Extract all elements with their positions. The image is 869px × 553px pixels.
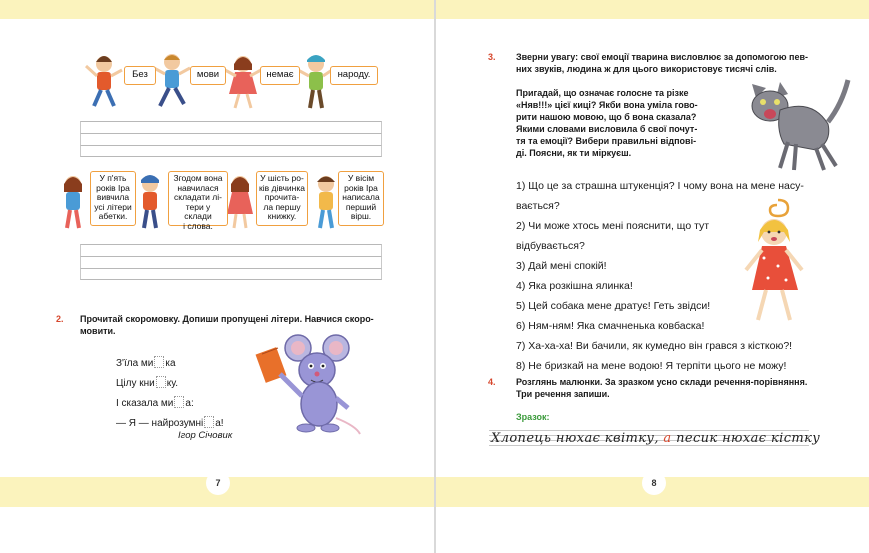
writing-lines-1[interactable] (80, 121, 382, 157)
answer-option[interactable]: 3) Дай мені спокій! (516, 260, 607, 272)
story-bubble-1-line: років Іра (96, 182, 130, 193)
page-number: 8 (651, 478, 657, 488)
letter-gap[interactable] (154, 356, 164, 368)
task-3-intro-line: них звуків, людина ж для цього використовує тисячі слів. (516, 64, 777, 74)
verse-text: ка (165, 358, 176, 369)
girl-illustration (738, 196, 818, 326)
tongue-twister (116, 354, 224, 434)
answer-option[interactable]: 4) Яка розкішна ялинка! (516, 280, 633, 292)
task-2-instruction-line: мовити. (80, 326, 116, 336)
task-3-question-line: «Няв!!!» цієї киці? Якби вона уміла гово- (516, 100, 698, 110)
verse-text: ку. (166, 378, 178, 389)
story-bubble-1-line: У п'ять (99, 173, 127, 183)
task-3-question-line: ді. Поясни, як ти міркуєш. (516, 148, 632, 158)
task-2-number: 2. (56, 314, 64, 324)
answer-option: відбувається? (516, 240, 585, 252)
letter-gap[interactable] (156, 376, 166, 388)
writing-lines-2[interactable] (80, 244, 382, 280)
story-bubble-1 (90, 171, 136, 226)
verse-text: а! (215, 418, 224, 429)
story-bubble-1-line: вивчила (96, 192, 130, 203)
verse-text: І сказала ми (116, 398, 174, 409)
sample-label: Зразок: (516, 412, 550, 422)
task-3-question-line: Якими словами висловила б свої почут- (516, 124, 698, 134)
story-bubble-4-line: У вісім (347, 173, 375, 183)
task-3-intro (516, 51, 856, 75)
task-3-question-line: Пригадай, що означає голосне та різке (516, 88, 689, 98)
story-bubble-4-line: років Іра (344, 182, 378, 193)
answer-option[interactable]: 2) Чи може хтось мені пояснити, що тут (516, 220, 710, 232)
task-3-question-line: тя та емоції? Вибери правильні відпові- (516, 136, 697, 146)
story-bubble-3-line: прочита- (264, 192, 300, 203)
story-bubble-2-line: Згодом вона (173, 173, 223, 183)
sample-conjunction: а (658, 431, 677, 446)
proverb-word-2: мови (190, 66, 226, 85)
proverb-word-4: народу. (330, 66, 378, 85)
sample-part-1: Хлопець нюхає квітку, (491, 431, 659, 446)
story-bubble-4-line: перший (345, 201, 377, 212)
task-4-number: 4. (488, 377, 496, 387)
top-band (436, 0, 869, 19)
answer-option[interactable]: 1) Що це за страшна штукенція? І чому вона на мене насу- (516, 180, 804, 192)
left-page (0, 0, 434, 553)
story-bubble-1-line: усі літери (94, 201, 132, 212)
answer-option[interactable]: 8) Не бризкай на мене водою! Я терпіти цього не можу! (516, 360, 787, 372)
answer-option: вається? (516, 200, 560, 212)
story-bubble-3-line: ків дівчинка (259, 182, 305, 193)
story-bubble-3-line: книжку. (267, 211, 297, 222)
task-3-number: 3. (488, 52, 496, 62)
verse-line (116, 374, 224, 394)
verse-line (116, 354, 224, 374)
story-bubble-4-line: написала (342, 192, 380, 203)
proverb-word-1: Без (124, 66, 156, 85)
story-bubble-1-line: абетки. (98, 211, 128, 222)
story-bubble-3-line: У шість ро- (260, 173, 304, 183)
cursive-sample-sentence (491, 431, 820, 446)
verse-text: Цілу кни (116, 378, 155, 389)
verse-text: а: (185, 398, 194, 409)
story-bubble-2 (168, 171, 228, 231)
answer-option[interactable]: 6) Ням-ням! Яка смачненька ковбаска! (516, 320, 705, 332)
mouse-illustration (256, 338, 366, 438)
story-bubble-2-line: тери у склади (184, 201, 212, 222)
cat-illustration (732, 74, 852, 174)
letter-gap[interactable] (204, 416, 214, 428)
task-4-instruction-line: Три речення запиши. (516, 389, 610, 399)
verse-text: З'їла ми (116, 358, 154, 369)
verse-text: — Я — найрозумні (116, 418, 204, 429)
task-2-instruction (80, 313, 390, 337)
story-bubble-4 (338, 171, 384, 226)
task-3-question-line: рити нашою мовою, що б вона сказала? (516, 112, 697, 122)
task-4-instruction (516, 376, 856, 400)
task-3-intro-line: Зверни увагу: свої емоції тварина висловлює за допомогою пев- (516, 52, 808, 62)
right-page (436, 0, 869, 553)
answer-option[interactable]: 7) Ха-ха-ха! Ви бачили, як кумедно він грався з кісткою?! (516, 340, 793, 352)
answer-option[interactable]: 5) Цей собака мене дратує! Геть звідси! (516, 300, 711, 312)
story-bubble-3-line: ла першу (263, 201, 301, 212)
proverb-word-3: немає (260, 66, 300, 85)
page-number: 7 (215, 478, 221, 488)
task-3-question (516, 87, 736, 159)
verse-line (116, 394, 224, 414)
story-bubble-2-line: і слова. (183, 220, 213, 231)
story-bubble-2-line: складати лі- (174, 192, 222, 203)
task-4-instruction-line: Розглянь малюнки. За зразком усно склади речення-порівняння. (516, 377, 808, 387)
top-band (0, 0, 434, 19)
sample-part-2: песик нюхає кістку (676, 431, 821, 446)
story-bubble-2-line: навчилася (177, 182, 219, 193)
task-2-instruction-line: Прочитай скоромовку. Допиши пропущені літери. Навчися скоро- (80, 314, 374, 324)
story-bubble-3 (256, 171, 308, 226)
story-bubble-4-line: вірш. (350, 211, 372, 222)
letter-gap[interactable] (174, 396, 184, 408)
verse-author: Ігор Січовик (178, 430, 233, 441)
